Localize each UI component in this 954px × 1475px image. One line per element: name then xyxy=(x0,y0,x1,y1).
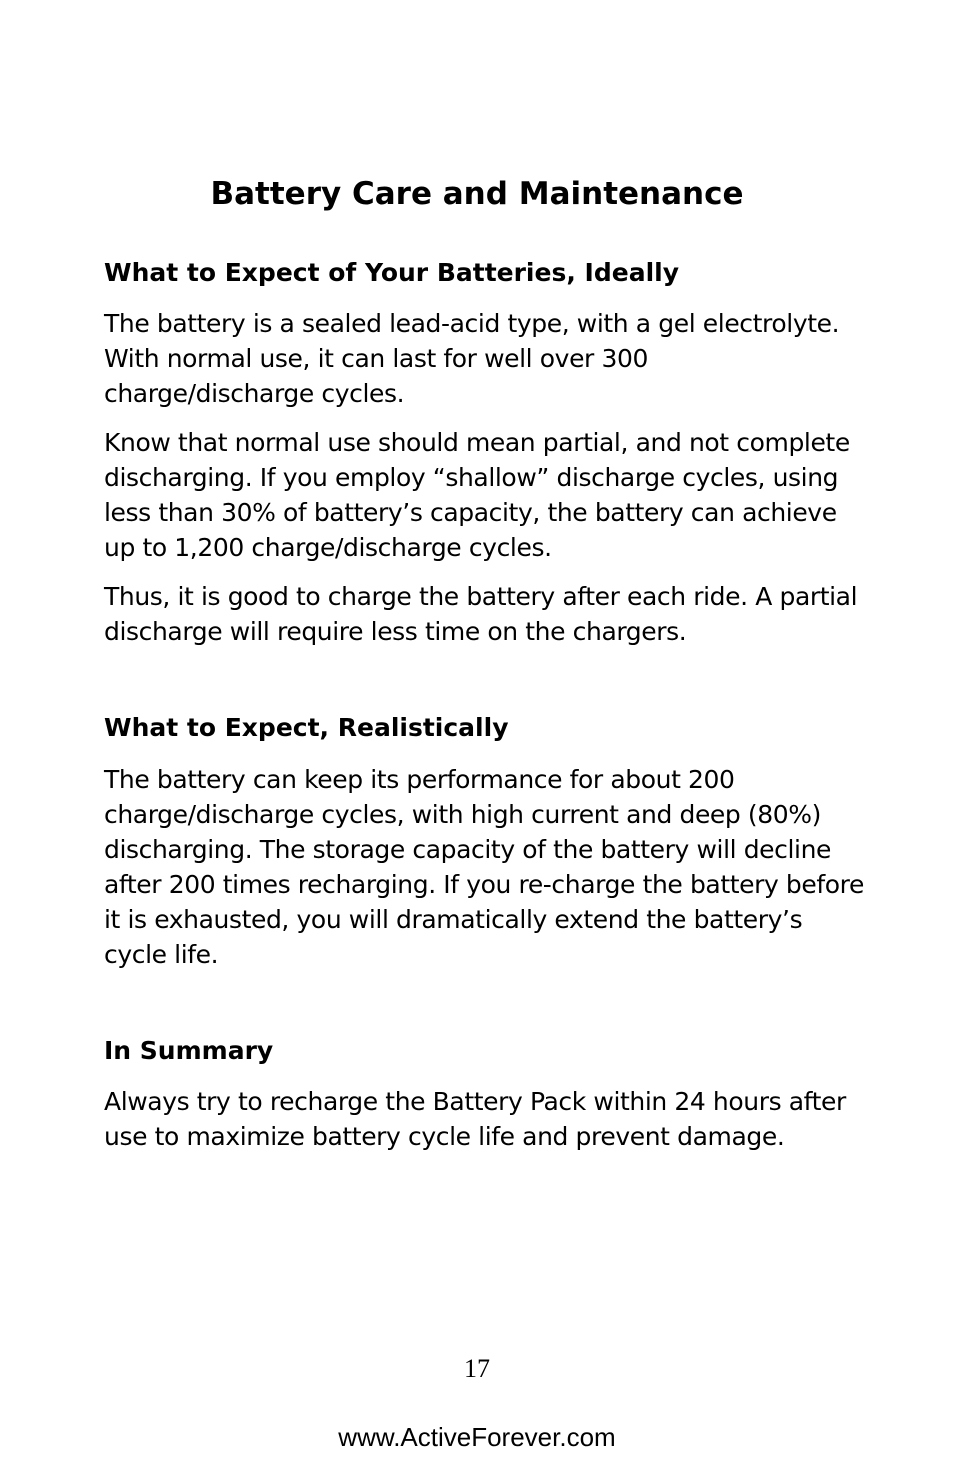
page-title: Battery Care and Maintenance xyxy=(210,176,744,212)
section-heading-ideally: What to Expect of Your Batteries, Ideally xyxy=(104,258,679,287)
page-number: 17 xyxy=(464,1354,490,1383)
paragraph-realistic-performance: The battery can keep its performance for about 200 charge/discharge cycles, with high current and deep (80%) discharging. The storage capacity of the battery will decline after 200 times recharging. If you re-charge the battery before it is exhausted, you will dramatically extend the battery’s cycle life. xyxy=(104,765,864,969)
paragraph-battery-type: The battery is a sealed lead-acid type, with a gel electrolyte. With normal use, it can last for well over 300 charge/discharge cycles. xyxy=(104,309,840,408)
paragraph-summary: Always try to recharge the Battery Pack within 24 hours after use to maximize battery cycle life and prevent damage. xyxy=(104,1087,846,1151)
paragraph-charge-after-ride: Thus, it is good to charge the battery after each ride. A partial discharge will require less time on the chargers. xyxy=(104,582,858,646)
section-heading-summary: In Summary xyxy=(104,1036,274,1065)
section-heading-realistically: What to Expect, Realistically xyxy=(104,713,509,742)
paragraph-partial-discharge: Know that normal use should mean partial, and not complete discharging. If you employ “shallow” discharge cycles, using less than 30% of battery’s capacity, the battery can achieve up to 1,200 charge/discharge cycles. xyxy=(104,428,850,562)
footer-website: www.ActiveForever.com xyxy=(338,1422,616,1452)
